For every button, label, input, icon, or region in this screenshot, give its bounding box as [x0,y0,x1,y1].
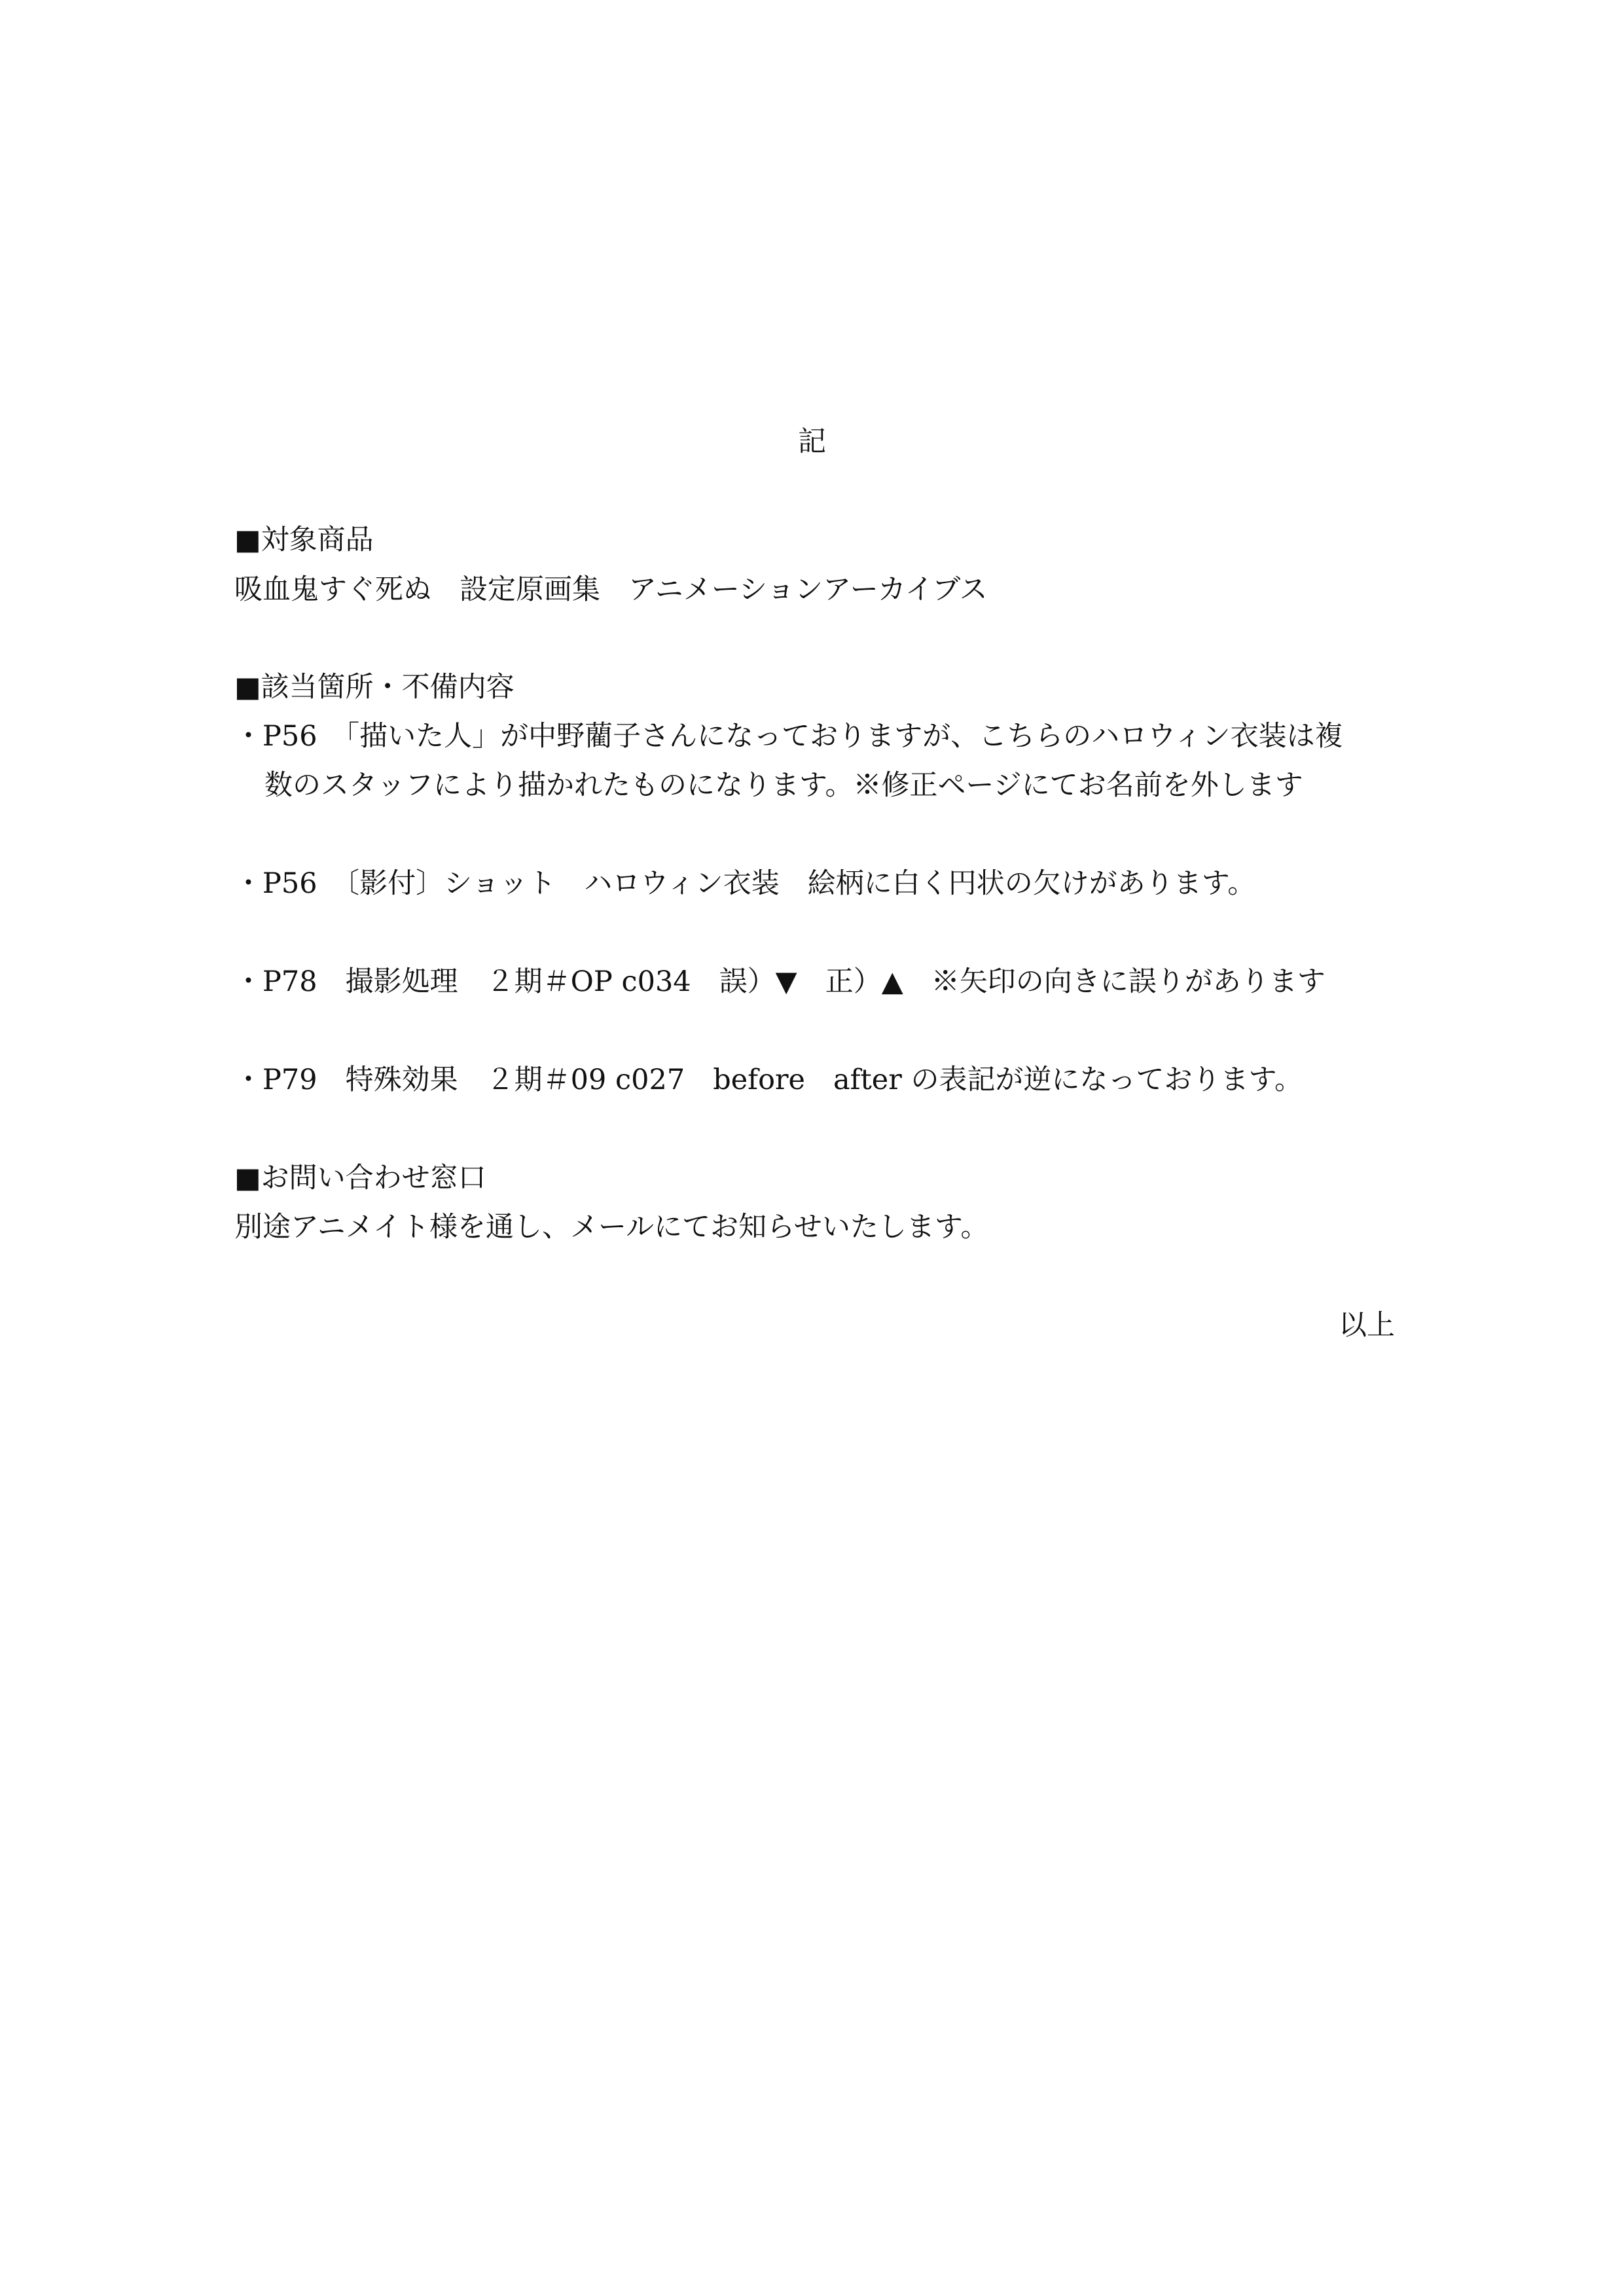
errata-item-2: ・P56 〔影付〕ショット ハロウィン衣装 絵柄に白く円状の欠けがあります。 [234,867,1256,900]
closing-text: 以上 [1339,1309,1395,1342]
errata-item-1-line-1: ・P56 「描いた人」が中野藺子さんになっておりますが、こちらのハロウィン衣装は複 [234,720,1343,753]
contact-body: 別途アニメイト様を通し、メールにてお知らせいたします。 [234,1211,989,1244]
errata-title: ■該当箇所・不備内容 [234,671,514,704]
errata-item-3: ・P78 撮影処理 ２期＃OP c034 誤）▼ 正）▲ ※矢印の向きに誤りがあります [234,965,1326,998]
target-product-body: 吸血鬼すぐ死ぬ 設定原画集 アニメーションアーカイブス [234,573,988,606]
errata-item-1-line-2: 数のスタッフにより描かれたものになります。※修正ページにてお名前を外します [264,769,1303,802]
target-product-title: ■対象商品 [234,524,374,556]
document-heading: 記 [798,425,826,458]
errata-item-4: ・P79 特殊効果 ２期＃09 c027 before after の表記が逆になっております。 [234,1064,1303,1096]
contact-title: ■お問い合わせ窓口 [234,1162,486,1194]
